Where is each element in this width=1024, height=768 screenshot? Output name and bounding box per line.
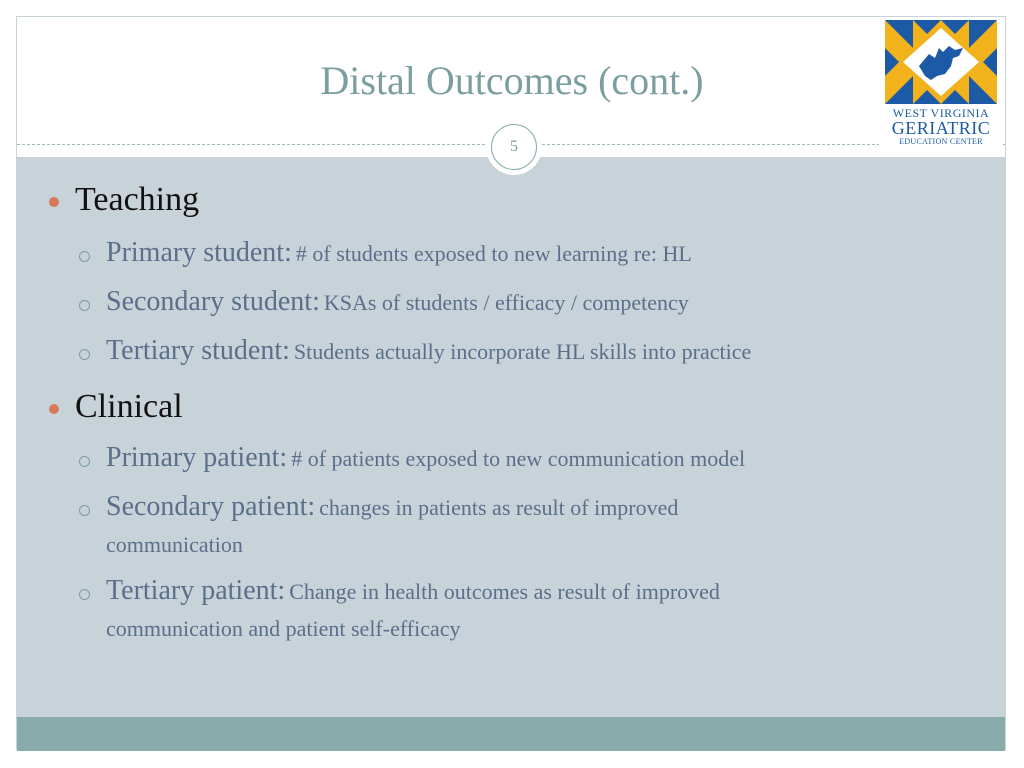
bullet-dot-icon — [49, 197, 59, 207]
bullet-circle-icon — [79, 456, 90, 467]
bullet-circle-icon — [79, 349, 90, 360]
sub-label: Tertiary patient: — [106, 575, 286, 606]
bullet-circle-icon — [79, 300, 90, 311]
sub-label: Tertiary student: — [106, 335, 290, 366]
sub-detail-cont: communication and patient self-efficacy — [106, 616, 461, 641]
bullet-circle-icon — [79, 505, 90, 516]
list-item — [106, 575, 720, 607]
page-number-badge — [486, 119, 542, 175]
bullet-teaching: Teaching — [75, 181, 200, 218]
logo-line-2: GERIATRIC — [891, 118, 991, 138]
sub-label: Primary patient: — [106, 442, 288, 473]
sub-detail: # of students exposed to new learning re: HL — [295, 241, 692, 266]
sub-label: Primary student: — [106, 237, 292, 268]
quilt-star-icon — [879, 18, 1003, 106]
logo-line-1: WEST VIRGINIA — [892, 106, 990, 120]
wv-geriatric-logo — [879, 18, 1003, 148]
sub-detail: KSAs of students / efficacy / competency — [323, 290, 689, 315]
sub-detail: Students actually incorporate HL skills into practice — [293, 339, 752, 364]
slide-title: Distal Outcomes (cont.) — [320, 58, 704, 103]
sub-detail-cont: communication — [106, 532, 243, 557]
sub-detail: # of patients exposed to new communication model — [291, 446, 746, 471]
logo-line-3: EDUCATION CENTER — [899, 137, 983, 146]
bullet-circle-icon — [79, 251, 90, 262]
bullet-clinical: Clinical — [75, 388, 183, 425]
bullet-circle-icon — [79, 589, 90, 600]
footer-band — [17, 717, 1005, 751]
bullet-dot-icon — [49, 404, 59, 414]
list-item — [106, 237, 692, 269]
page-number: 5 — [491, 124, 537, 170]
sub-detail: Change in health outcomes as result of improved — [289, 579, 720, 604]
sub-detail: changes in patients as result of improved — [319, 495, 679, 520]
sub-label: Secondary patient: — [106, 491, 316, 522]
list-item — [106, 286, 689, 318]
list-item — [106, 442, 745, 474]
list-item — [106, 335, 751, 367]
list-item — [106, 491, 678, 523]
sub-label: Secondary student: — [106, 286, 320, 317]
